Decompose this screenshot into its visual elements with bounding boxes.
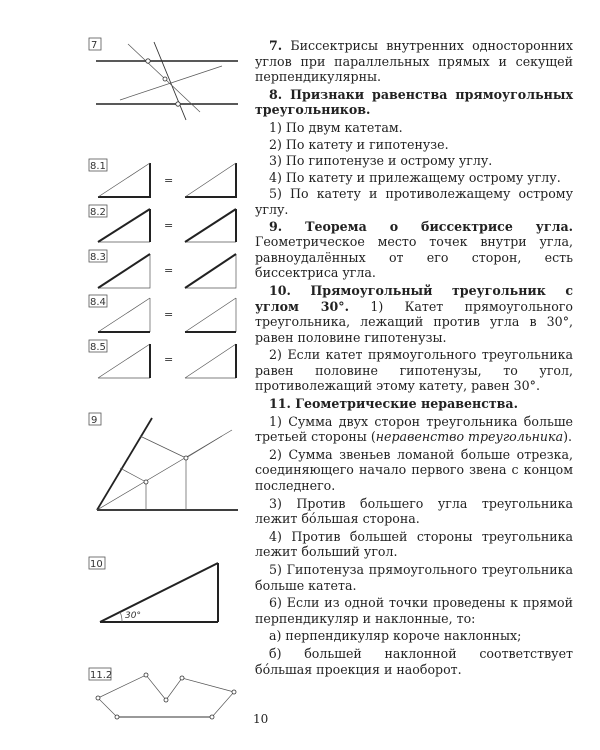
section-9-text: Геометрическое место точек внутри угла, равноудалённых от его сторон, есть биссектриса угла. bbox=[255, 234, 573, 281]
svg-text:=: = bbox=[164, 308, 174, 321]
text-column bbox=[255, 38, 573, 679]
svg-text:=: = bbox=[164, 264, 174, 277]
section-10-p2: 2) Если катет прямоугольного треугольника равен половине гипотенузы, то угол, противолежащий этому катету, равен 30°. bbox=[255, 347, 573, 394]
section-8-item: 4) По катету и прилежащему острому углу. bbox=[269, 169, 561, 185]
section-11-p6a: а) перпендикуляр короче наклонных; bbox=[269, 628, 522, 644]
section-7-text: Биссектрисы внутренних односторонних углов при параллельных прямых и секущей перпендикулярны. bbox=[255, 38, 573, 85]
figure-10-label: 10 bbox=[90, 559, 103, 570]
page-number: 10 bbox=[253, 712, 269, 726]
svg-text:=: = bbox=[164, 174, 174, 187]
section-8-item: 1) По двум катетам. bbox=[269, 119, 403, 135]
section-7-number: 7. bbox=[269, 38, 283, 53]
section-10-title: 10. Прямоугольный треугольник с углом 30°. bbox=[255, 282, 573, 314]
section-10 bbox=[255, 283, 573, 345]
figure-10 bbox=[89, 557, 218, 622]
svg-text:=: = bbox=[164, 353, 174, 366]
figure-8-5 bbox=[89, 340, 236, 378]
section-11-p3: 3) Против большего угла треугольника лежит бóльшая сторона. bbox=[255, 495, 573, 527]
figure-8-5-label: 8.5 bbox=[90, 342, 106, 353]
figure-8-1 bbox=[89, 159, 236, 197]
figure-11-2 bbox=[89, 668, 236, 719]
figure-7 bbox=[89, 38, 238, 120]
section-8-title: 8. Признаки равенства прямоугольных треугольников. bbox=[255, 86, 573, 118]
section-11-p1: 1) Сумма двух сторон треугольника больше третьей стороны (неравенство треугольника). bbox=[255, 413, 573, 445]
figure-8-3-label: 8.3 bbox=[90, 252, 106, 263]
section-11-p5: 5) Гипотенуза прямоугольного треугольника больше катета. bbox=[255, 562, 573, 593]
section-10-p1: 1) Катет прямоугольного треугольника, лежащий против угла в 30°, равен половине гипотенузы. bbox=[255, 298, 573, 345]
section-9-title: 9. Теорема о биссектрисе угла. bbox=[269, 218, 573, 234]
section-9 bbox=[255, 219, 573, 281]
section-11-p6b: б) большей наклонной соответствует бóльшая проекция и наоборот. bbox=[255, 645, 573, 677]
section-11-p6: 6) Если из одной точки проведены к прямой перпендикуляр и наклонные, то: bbox=[255, 595, 573, 626]
section-7 bbox=[255, 38, 573, 85]
section-11-title: 11. Геометрические неравенства. bbox=[269, 396, 518, 412]
figure-8-2-label: 8.2 bbox=[90, 207, 106, 218]
figure-8-4 bbox=[89, 295, 236, 332]
section-8-item: 5) По катету и противолежащему острому углу. bbox=[255, 186, 573, 217]
section-11-p2: 2) Сумма звеньев ломаной больше отрезка, соединяющего начало первого звена с концом последнего. bbox=[255, 446, 573, 494]
figure-11-2-label: 11.2 bbox=[90, 670, 113, 681]
figure-9-label: 9 bbox=[91, 415, 98, 426]
figures-column bbox=[0, 0, 260, 750]
section-8-item: 2) По катету и гипотенузе. bbox=[269, 136, 449, 152]
figure-7-label: 7 bbox=[91, 40, 98, 51]
section-8-item: 3) По гипотенузе и острому углу. bbox=[269, 153, 493, 169]
section-11-p4: 4) Против большей стороны треугольника лежит больший угол. bbox=[255, 528, 573, 560]
svg-text:=: = bbox=[164, 219, 174, 232]
figure-8-4-label: 8.4 bbox=[90, 297, 106, 308]
figure-10-angle-label: 30° bbox=[125, 611, 141, 621]
figure-8-2 bbox=[89, 205, 236, 242]
figure-8-1-label: 8.1 bbox=[90, 161, 106, 172]
figure-8-3 bbox=[89, 250, 236, 288]
figure-9 bbox=[89, 413, 238, 510]
